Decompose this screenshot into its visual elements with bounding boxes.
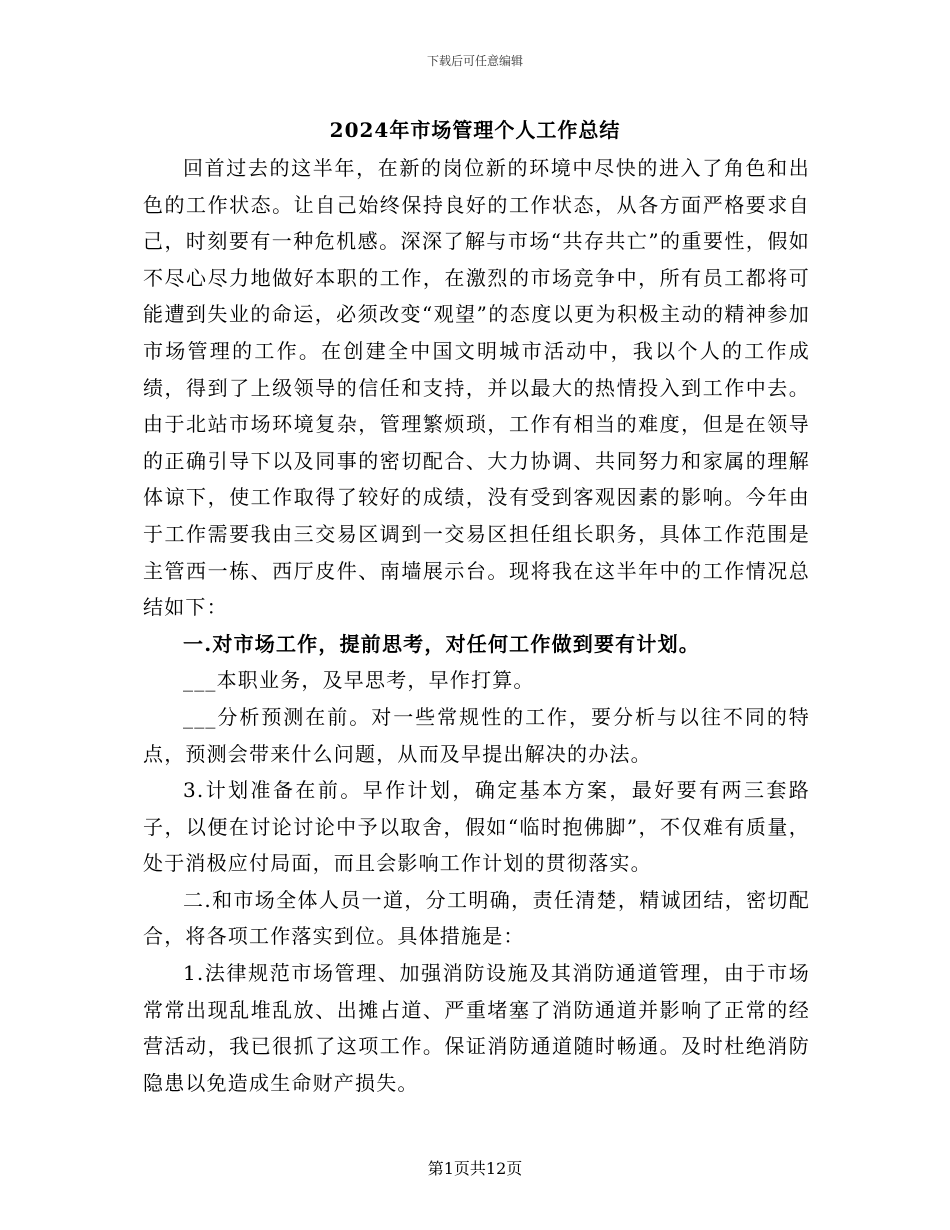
- paragraph-item-2: ___分析预测在前。对一些常规性的工作，要分析与以往不同的特点，预测会带来什么问题，从而及早提出解决的办法。: [143, 704, 810, 766]
- page-footer: 第1页共12页: [427, 1159, 523, 1178]
- document-title: 2024年市场管理个人工作总结: [329, 118, 621, 142]
- paragraph-item-3: 3.计划准备在前。早作计划，确定基本方案，最好要有两三套路子，以便在讨论讨论中予以取舍，假如“临时抱佛脚”，不仅难有质量，处于消极应付局面，而且会影响工作计划的贯彻落实。: [143, 778, 810, 876]
- paragraph-intro: 回首过去的这半年，在新的岗位新的环境中尽快的进入了角色和出色的工作状态。让自己始终保持良好的工作状态，从各方面严格要求自己，时刻要有一种危机感。深深了解与市场“共存共亡”的重要性，假如不尽心尽力地做好本职的工作，在激烈的市场竞争中，所有员工都将可能遭到失业的命运，必须改变“观望”的态度以更为积极主动的精神参加市场管理的工作。在创建全中国文明城市活动中，我以个人的工作成绩，得到了上级领导的信任和支持，并以最大的热情投入到工作中去。由于北站市场环境复杂，管理繁烦琐，工作有相当的难度，但是在领导的正确引导下以及同事的密切配合、大力协调、共同努力和家属的理解体谅下，使工作取得了较好的成绩，没有受到客观因素的影响。今年由于工作需要我由三交易区调到一交易区担任组长职务，具体工作范围是主管西一栋、西厅皮件、南墙展示台。现将我在这半年中的工作情况总结如下：: [143, 156, 810, 620]
- section-heading-1: 一.对市场工作，提前思考，对任何工作做到要有计划。: [183, 631, 700, 656]
- page-header: 下载后可任意编辑: [426, 54, 523, 68]
- section-heading-2: 二.和市场全体人员一道，分工明确，责任清楚，精诚团结，密切配合，将各项工作落实到位。具体措施是：: [143, 887, 810, 949]
- paragraph-measure-1: 1.法律规范市场管理、加强消防设施及其消防通道管理，由于市场常常出现乱堆乱放、出摊占道、严重堵塞了消防通道并影响了正常的经营活动，我已很抓了这项工作。保证消防通道随时畅通。及时杜绝消防隐患以免造成生命财产损失。: [143, 961, 810, 1095]
- paragraph-item-1: ___本职业务，及早思考，早作打算。: [183, 668, 535, 693]
- document-body: [143, 150, 810, 1101]
